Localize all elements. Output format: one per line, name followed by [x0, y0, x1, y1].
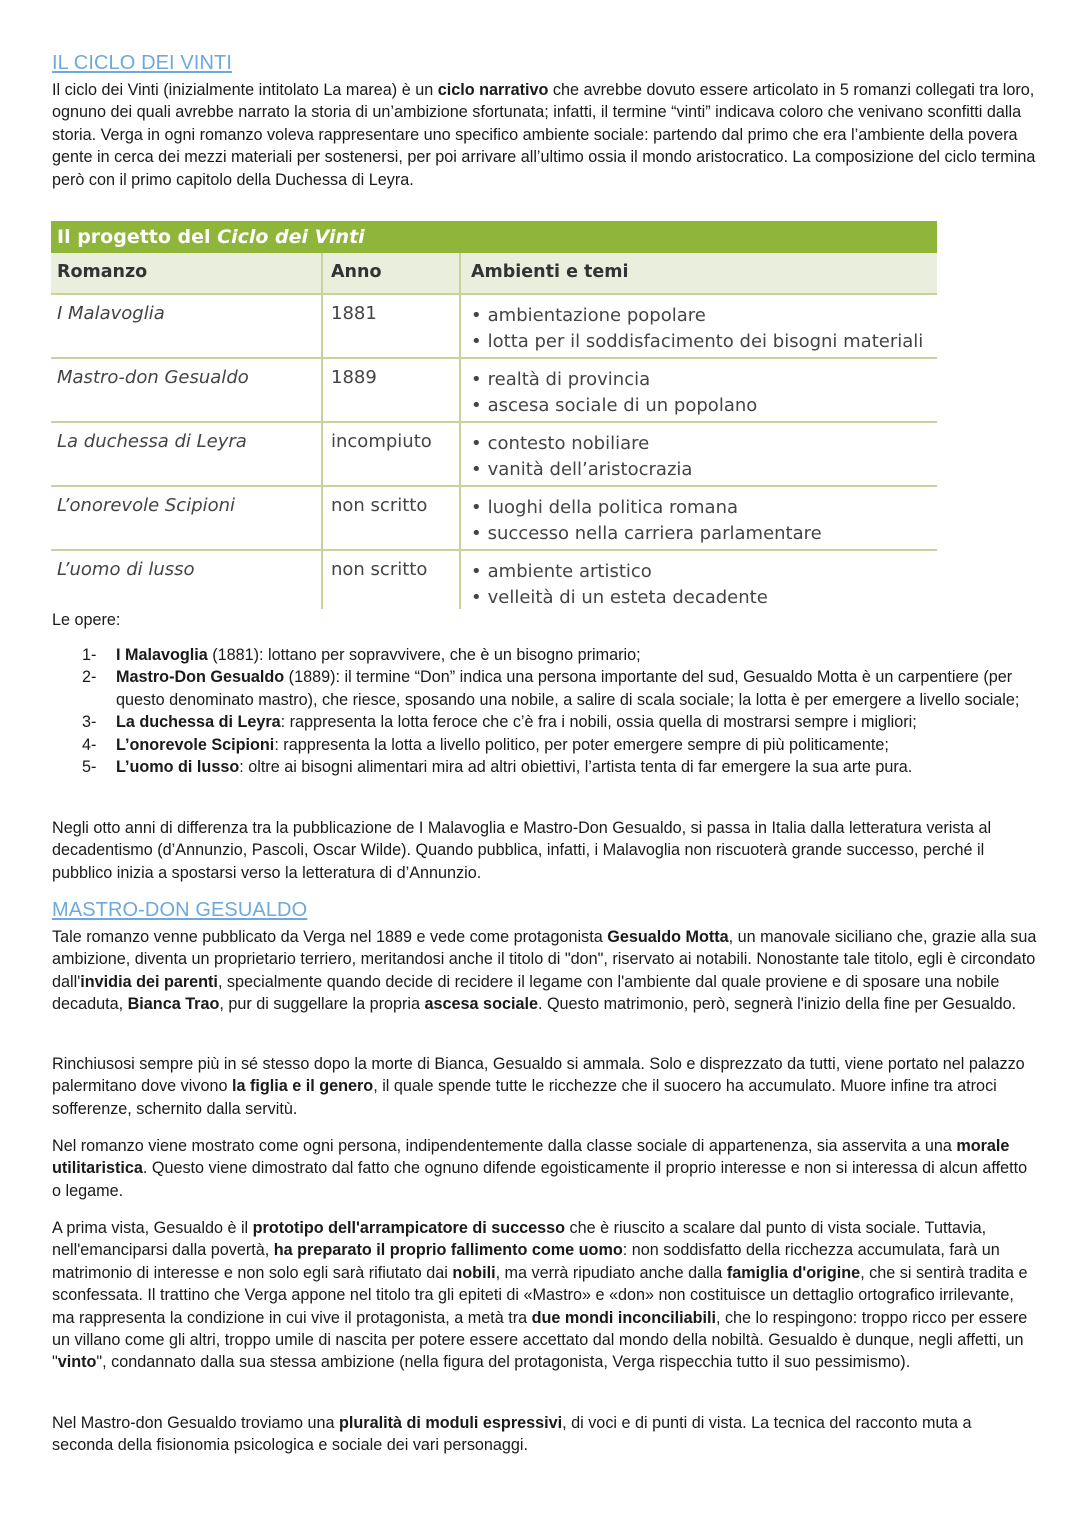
- list-item-number: 5-: [82, 758, 97, 777]
- table-row: [51, 487, 937, 551]
- list-item-text: La duchessa di Leyra: rappresenta la lotta feroce che c’è fra i nobili, ossia quella di mostrarsi sempre i migliori;: [116, 713, 917, 732]
- intro-paragraph: Il ciclo dei Vinti (inizialmente intitolato La marea) è un ciclo narrativo che avrebbe dovuto essere articolato in 5 romanzi collegati tra loro, ognuno dei quali avrebbe narrato la storia di un’ambizione sfortunata; infatti, il termine “vinti” indicava coloro che venivano sconfitti dalla storia. Verga in ogni romanzo voleva rappresentare uno specifico ambiente sociale: partendo dal primo che era l’ambiente della povera gente in cerca dei mezzi materiali per sostenersi, per poi arrivare all’ultimo ossia il mondo aristocratico. La composizione del ciclo termina però con il primo capitolo della Duchessa di Leyra.: [52, 81, 1036, 189]
- row-tema: • velleità di un esteta decadente: [471, 585, 937, 611]
- table-title: [51, 221, 937, 253]
- row-romanzo: I Malavoglia: [57, 303, 165, 324]
- row-tema: • realtà di provincia: [471, 367, 937, 393]
- row-romanzo: La duchessa di Leyra: [57, 431, 247, 452]
- list-item-text: L’uomo di lusso: oltre ai bisogni alimentari mira ad altri obiettivi, l’artista tenta di far emergere la sua arte pura.: [116, 758, 913, 777]
- row-anno: non scritto: [323, 487, 461, 549]
- gesualdo-paragraph-1: Tale romanzo venne pubblicato da Verga nel 1889 e vede come protagonista Gesualdo Motta, un manovale siciliano che, grazie alla sua ambizione, diventa un proprietario terriero, meritandosi anche il titolo di "don", riservato ai notabili. Nonostante tale titolo, egli è circondato dall'invidia dei parenti, specialmente quando decide di recidere il legame con l'ambiente dal quale proviene e di sposare una nobile decaduta, Bianca Trao, pur di suggellare la propria ascesa sociale. Questo matrimonio, però, segnerà l'inizio della fine per Gesualdo.: [52, 928, 1037, 1014]
- table-title-prefix: Il progetto del: [57, 226, 218, 248]
- list-item-text: I Malavoglia (1881): lottano per sopravvivere, che è un bisogno primario;: [116, 646, 641, 664]
- table-header-row: [51, 253, 937, 295]
- list-item: [82, 666, 1032, 711]
- row-tema: • luoghi della politica romana: [471, 495, 937, 521]
- section-heading-ciclo-dei-vinti: IL CICLO DEI VINTI: [52, 52, 232, 74]
- list-item-number: 2-: [82, 668, 97, 687]
- row-romanzo: L’uomo di lusso: [57, 559, 195, 580]
- table-title-italic: Ciclo dei Vinti: [217, 226, 365, 248]
- row-anno: 1881: [323, 295, 461, 357]
- table-row: [51, 551, 937, 609]
- closing-paragraph: Negli otto anni di differenza tra la pubblicazione de I Malavoglia e Mastro-Don Gesualdo, si passa in Italia dalla letteratura verista al decadentismo (d’Annunzio, Pascoli, Oscar Wilde). Quando pubblica, infatti, i Malavoglia non riscuoterà grande successo, perché il pubblico inizia a spostarsi verso la letteratura di d’Annunzio.: [52, 819, 992, 882]
- table-row: [51, 295, 937, 359]
- row-anno: 1889: [323, 359, 461, 421]
- opere-list: [82, 644, 1032, 778]
- header-anno: Anno: [323, 253, 461, 293]
- row-tema: • successo nella carriera parlamentare: [471, 521, 937, 547]
- table-row: [51, 359, 937, 423]
- table-row: [51, 423, 937, 487]
- list-item-text: Mastro-Don Gesualdo (1889): il termine “Don” indica una persona importante del sud, Gesualdo Motta è un carpentiere (per questo denominato mastro), che riesce, sposando una nobile, a salire di scala sociale; la lotta è per emergere a livello sociale;: [116, 668, 1020, 709]
- row-tema: • ascesa sociale di un popolano: [471, 393, 937, 419]
- row-tema: • ambientazione popolare: [471, 303, 937, 329]
- ciclo-table: [51, 221, 937, 609]
- list-item: [82, 756, 1032, 778]
- row-romanzo: L’onorevole Scipioni: [57, 495, 236, 516]
- row-anno: non scritto: [323, 551, 461, 609]
- row-tema: • contesto nobiliare: [471, 431, 937, 457]
- list-item-number: 3-: [82, 713, 97, 732]
- list-item: [82, 644, 1032, 666]
- opere-label: Le opere:: [52, 611, 121, 629]
- list-item: [82, 734, 1032, 756]
- gesualdo-paragraph-4: A prima vista, Gesualdo è il prototipo dell'arrampicatore di successo che è riuscito a scalare dal punto di vista sociale. Tuttavia, nell'emanciparsi dalla povertà, ha preparato il proprio fallimento come uomo: non soddisfatto della ricchezza accumulata, farà un matrimonio di interesse e non solo egli sarà rifiutato dai nobili, ma verrà ripudiato anche dalla famiglia d'origine, che si sentirà tradita e sconfessata. Il trattino che Verga appone nel titolo tra gli epiteti di «Mastro» e «don» non costituisce un dettaglio ortografico irrilevante, ma rappresenta la condizione in cui vive il protagonista, a metà tra due mondi inconciliabili, che lo respingono: troppo ricco per essere un villano come gli altri, troppo umile di nascita per potere essere accettato dal mondo della nobiltà. Gesualdo è dunque, negli affetti, un "vinto", condannato dalla sua stessa ambizione (nella figura del protagonista, Verga rispecchia tutto il suo pessimismo).: [52, 1219, 1028, 1372]
- list-item-text: L’onorevole Scipioni: rappresenta la lotta a livello politico, per poter emergere sempre di più politicamente;: [116, 735, 889, 754]
- header-romanzo: Romanzo: [51, 253, 323, 293]
- list-item-number: 4-: [82, 735, 97, 754]
- row-romanzo: Mastro-don Gesualdo: [57, 367, 249, 388]
- header-ambienti-temi: Ambienti e temi: [471, 262, 629, 282]
- list-item: [82, 711, 1032, 733]
- list-item-number: 1-: [82, 646, 97, 664]
- gesualdo-paragraph-2: Rinchiusosi sempre più in sé stesso dopo la morte di Bianca, Gesualdo si ammala. Solo e disprezzato da tutti, viene portato nel palazzo palermitano dove vivono la figlia e il genero, il quale spende tutte le ricchezze che il suocero ha accumulato. Muore infine tra atroci sofferenze, schernito dalla servitù.: [52, 1055, 1025, 1118]
- section-heading-mastro-don-gesualdo: MASTRO-DON GESUALDO: [52, 899, 308, 921]
- row-anno: incompiuto: [323, 423, 461, 485]
- row-tema: • vanità dell’aristocrazia: [471, 457, 937, 483]
- row-tema: • ambiente artistico: [471, 559, 937, 585]
- gesualdo-paragraph-3: Nel romanzo viene mostrato come ogni persona, indipendentemente dalla classe sociale di appartenenza, sia asservita a una morale utilitaristica. Questo viene dimostrato dal fatto che ognuno difende egoisticamente il proprio interesse e non si interessa di alcun affetto o legame.: [52, 1137, 1028, 1200]
- row-tema: • lotta per il soddisfacimento dei bisogni materiali: [471, 329, 937, 355]
- gesualdo-paragraph-5: Nel Mastro-don Gesualdo troviamo una pluralità di moduli espressivi, di voci e di punti di vista. La tecnica del racconto muta a seconda della fisionomia psicologica e sociale dei vari personaggi.: [52, 1414, 972, 1455]
